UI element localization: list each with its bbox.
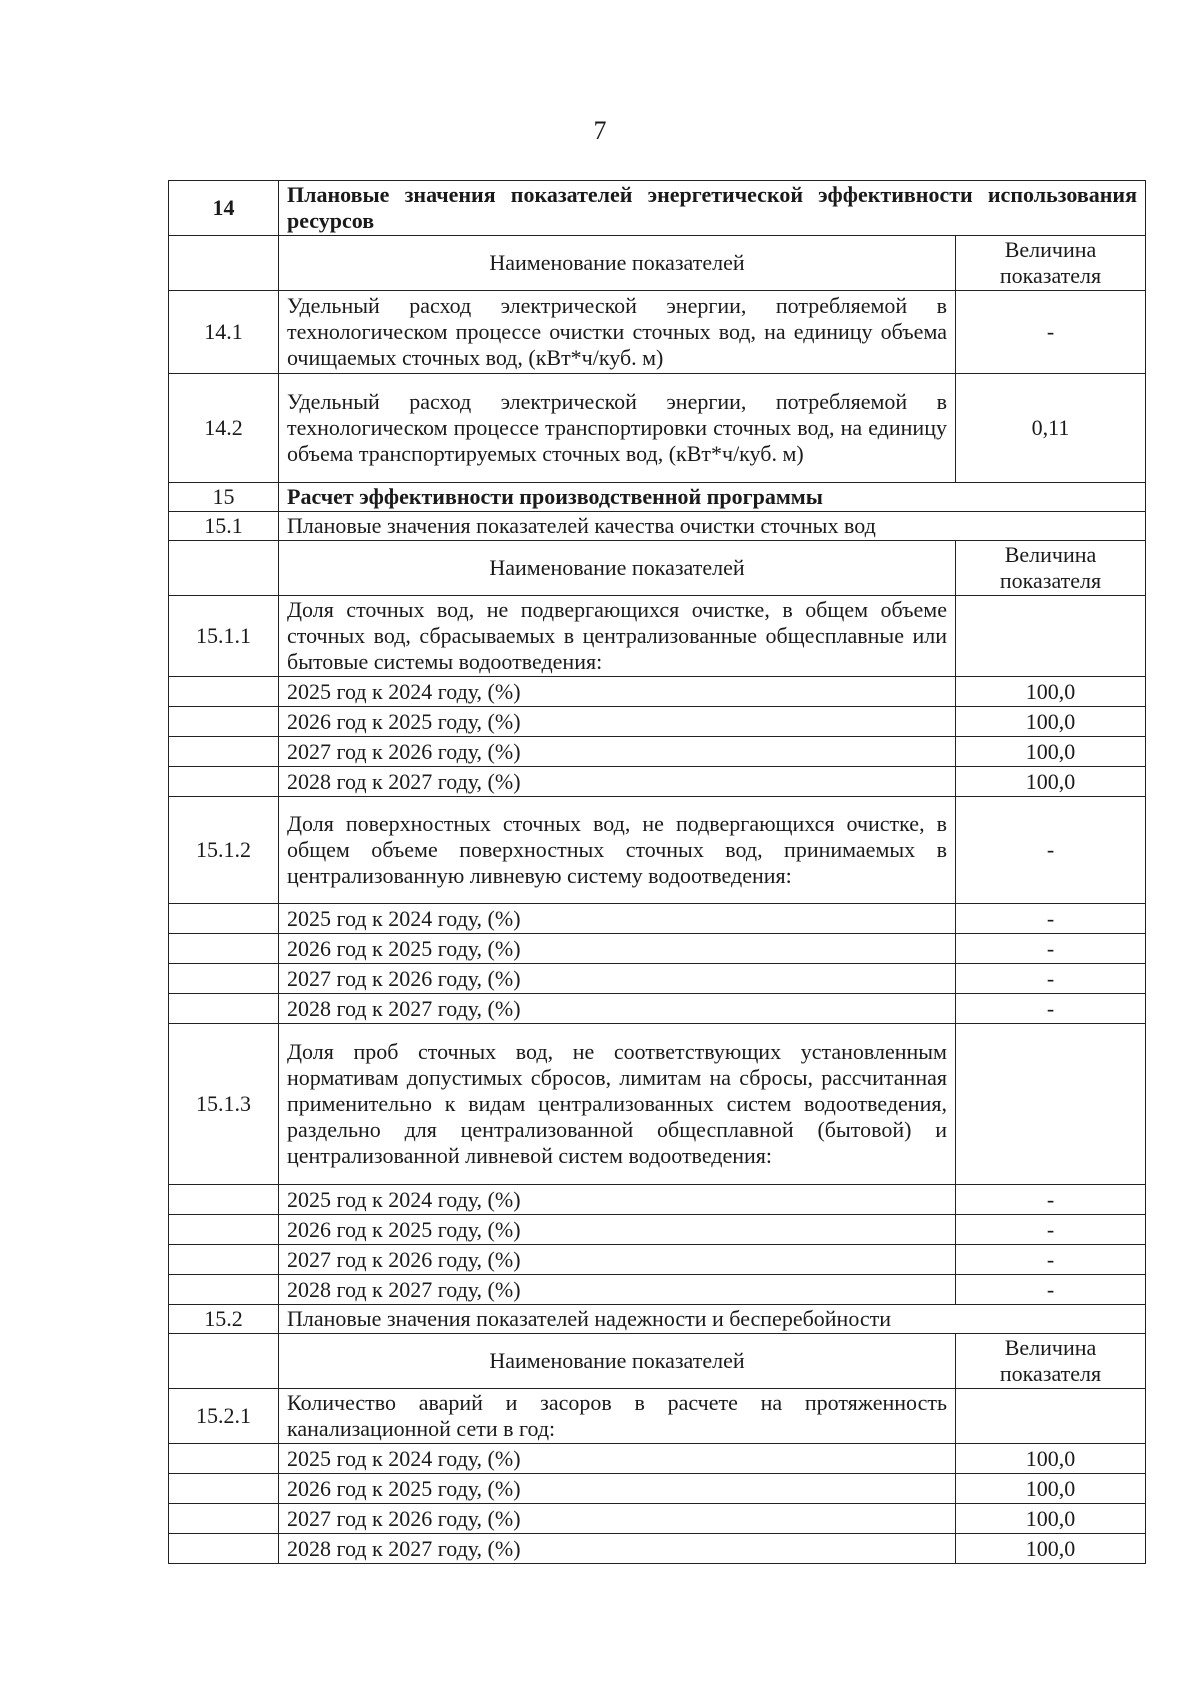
- year-row: [169, 1504, 1146, 1534]
- empty-cell: [169, 994, 279, 1024]
- year-row: [169, 1534, 1146, 1564]
- row-text: Количество аварий и засоров в расчете на протяженность канализационной сети в год:: [279, 1389, 956, 1444]
- empty-cell: [169, 904, 279, 934]
- empty-cell: [169, 1215, 279, 1245]
- year-label: 2027 год к 2026 году, (%): [279, 1245, 956, 1275]
- row-value: -: [955, 291, 1145, 374]
- empty-cell: [169, 1444, 279, 1474]
- year-value: -: [955, 994, 1145, 1024]
- year-label: 2027 год к 2026 году, (%): [279, 964, 956, 994]
- table-row: [169, 1024, 1146, 1185]
- section-title: Плановые значения показателей энергетической эффективности использования ресурсов: [279, 181, 1146, 236]
- year-value: 100,0: [955, 767, 1145, 797]
- year-row: [169, 934, 1146, 964]
- year-label: 2025 год к 2024 году, (%): [279, 1444, 956, 1474]
- year-value: -: [955, 934, 1145, 964]
- year-label: 2027 год к 2026 году, (%): [279, 1504, 956, 1534]
- year-value: -: [955, 1185, 1145, 1215]
- year-row: [169, 1185, 1146, 1215]
- section-14-header-row: [169, 236, 1146, 291]
- table-row: [169, 374, 1146, 483]
- empty-cell: [169, 767, 279, 797]
- year-label: 2028 год к 2027 году, (%): [279, 1275, 956, 1305]
- empty-cell: [169, 236, 279, 291]
- section-number: 15: [169, 483, 279, 512]
- year-row: [169, 964, 1146, 994]
- year-value: -: [955, 964, 1145, 994]
- subsection-15-1-header-row: [169, 541, 1146, 596]
- table-row: [169, 596, 1146, 677]
- year-row: [169, 904, 1146, 934]
- year-label: 2025 год к 2024 году, (%): [279, 677, 956, 707]
- year-label: 2027 год к 2026 году, (%): [279, 737, 956, 767]
- year-label: 2026 год к 2025 году, (%): [279, 1215, 956, 1245]
- empty-cell: [169, 1534, 279, 1564]
- row-number: 14.2: [169, 374, 279, 483]
- year-value: 100,0: [955, 1474, 1145, 1504]
- subsection-title: Плановые значения показателей надежности и бесперебойности: [279, 1305, 1146, 1334]
- year-value: 100,0: [955, 677, 1145, 707]
- empty-cell: [169, 677, 279, 707]
- page-number: 7: [593, 116, 607, 145]
- table-row: [169, 797, 1146, 904]
- empty-cell: [169, 541, 279, 596]
- year-value: 100,0: [955, 1444, 1145, 1474]
- section-14-title-row: [169, 181, 1146, 236]
- year-label: 2026 год к 2025 году, (%): [279, 707, 956, 737]
- column-header-value: Величина показателя: [955, 236, 1145, 291]
- year-label: 2025 год к 2024 году, (%): [279, 904, 956, 934]
- year-label: 2028 год к 2027 году, (%): [279, 994, 956, 1024]
- year-row: [169, 994, 1146, 1024]
- year-row: [169, 707, 1146, 737]
- year-value: 100,0: [955, 707, 1145, 737]
- year-row: [169, 737, 1146, 767]
- subsection-number: 15.2: [169, 1305, 279, 1334]
- empty-cell: [169, 1185, 279, 1215]
- row-text: Удельный расход электрической энергии, потребляемой в технологическом процессе транспортировки сточных вод, на единицу объема транспортируемых сточных вод, (кВт*ч/куб. м): [279, 374, 956, 483]
- year-value: 100,0: [955, 737, 1145, 767]
- column-header-name: Наименование показателей: [279, 1334, 956, 1389]
- year-label: 2028 год к 2027 году, (%): [279, 1534, 956, 1564]
- empty-cell: [169, 1245, 279, 1275]
- year-row: [169, 677, 1146, 707]
- column-header-value: Величина показателя: [955, 1334, 1145, 1389]
- section-number: 14: [169, 181, 279, 236]
- row-number: 15.2.1: [169, 1389, 279, 1444]
- year-label: 2025 год к 2024 году, (%): [279, 1185, 956, 1215]
- year-row: [169, 767, 1146, 797]
- row-value: [955, 1024, 1145, 1185]
- empty-cell: [169, 1275, 279, 1305]
- empty-cell: [169, 1334, 279, 1389]
- column-header-value: Величина показателя: [955, 541, 1145, 596]
- year-value: 100,0: [955, 1504, 1145, 1534]
- table-row: [169, 291, 1146, 374]
- year-label: 2026 год к 2025 году, (%): [279, 1474, 956, 1504]
- year-label: 2026 год к 2025 году, (%): [279, 934, 956, 964]
- row-value: -: [955, 797, 1145, 904]
- row-text: Доля поверхностных сточных вод, не подвергающихся очистке, в общем объеме поверхностных сточных вод, принимаемых в централизованную ливневую систему водоотведения:: [279, 797, 956, 904]
- subsection-title: Плановые значения показателей качества очистки сточных вод: [279, 512, 1146, 541]
- empty-cell: [169, 707, 279, 737]
- year-row: [169, 1245, 1146, 1275]
- year-value: -: [955, 1275, 1145, 1305]
- row-value: 0,11: [955, 374, 1145, 483]
- row-text: Доля сточных вод, не подвергающихся очистке, в общем объеме сточных вод, сбрасываемых в централизованные общесплавные или бытовые системы водоотведения:: [279, 596, 956, 677]
- row-text: Доля проб сточных вод, не соответствующих установленным нормативам допустимых сбросов, лимитам на сбросы, рассчитанная применительно к видам централизованных систем водоотведения, раздельно для централизованной общесплавной (бытовой) и централизованной ливневой систем водоотведения:: [279, 1024, 956, 1185]
- row-text: Удельный расход электрической энергии, потребляемой в технологическом процессе очистки сточных вод, на единицу объема очищаемых сточных вод, (кВт*ч/куб. м): [279, 291, 956, 374]
- year-value: -: [955, 1215, 1145, 1245]
- empty-cell: [169, 1474, 279, 1504]
- year-row: [169, 1444, 1146, 1474]
- year-row: [169, 1215, 1146, 1245]
- subsection-15-2-header-row: [169, 1334, 1146, 1389]
- year-value: -: [955, 904, 1145, 934]
- year-row: [169, 1275, 1146, 1305]
- empty-cell: [169, 964, 279, 994]
- empty-cell: [169, 737, 279, 767]
- empty-cell: [169, 1504, 279, 1534]
- row-number: 15.1.1: [169, 596, 279, 677]
- year-value: 100,0: [955, 1534, 1145, 1564]
- year-label: 2028 год к 2027 году, (%): [279, 767, 956, 797]
- row-value: [955, 596, 1145, 677]
- row-number: 14.1: [169, 291, 279, 374]
- indicators-table: [168, 180, 1146, 1564]
- section-15-title-row: [169, 483, 1146, 512]
- row-number: 15.1.2: [169, 797, 279, 904]
- empty-cell: [169, 934, 279, 964]
- table-row: [169, 1389, 1146, 1444]
- row-number: 15.1.3: [169, 1024, 279, 1185]
- column-header-name: Наименование показателей: [279, 236, 956, 291]
- row-value: [955, 1389, 1145, 1444]
- section-title: Расчет эффективности производственной программы: [279, 483, 1146, 512]
- subsection-15-1-title-row: [169, 512, 1146, 541]
- column-header-name: Наименование показателей: [279, 541, 956, 596]
- year-row: [169, 1474, 1146, 1504]
- subsection-15-2-title-row: [169, 1305, 1146, 1334]
- subsection-number: 15.1: [169, 512, 279, 541]
- year-value: -: [955, 1245, 1145, 1275]
